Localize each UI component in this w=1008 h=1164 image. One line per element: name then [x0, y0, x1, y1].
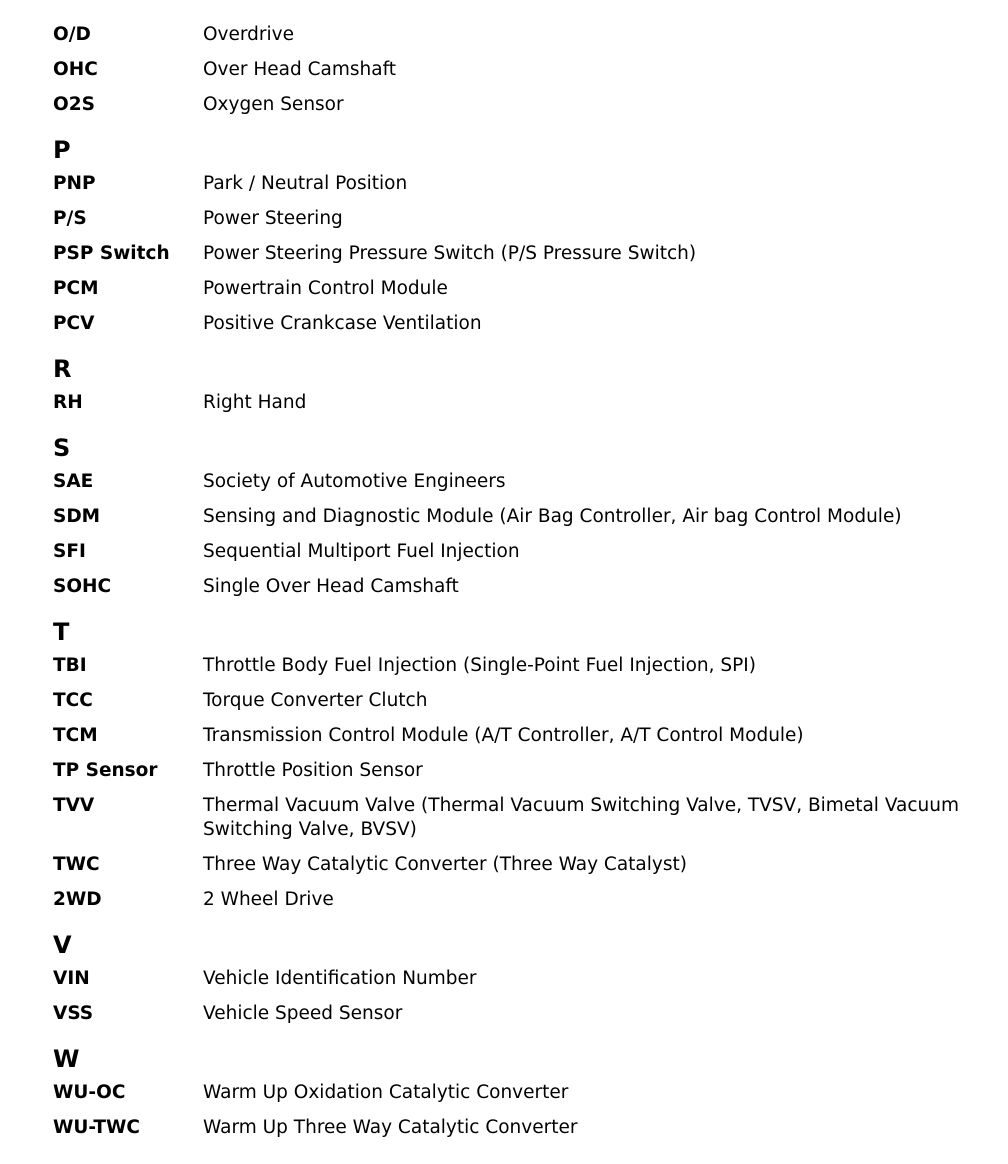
abbreviation: SAE [53, 471, 94, 492]
section-letter-heading: W [53, 1045, 80, 1073]
glossary-section [53, 1037, 993, 1151]
glossary-entry [53, 575, 993, 610]
abbreviation: SDM [53, 506, 101, 527]
definition: Warm Up Oxidation Catalytic Converter [203, 1082, 569, 1103]
abbreviation: SOHC [53, 576, 112, 597]
glossary-entry [53, 1081, 993, 1116]
section-letter-heading: R [53, 355, 72, 383]
abbreviation-glossary [53, 23, 993, 1151]
definition: Warm Up Three Way Catalytic Converter [203, 1117, 578, 1138]
definition: Torque Converter Clutch [203, 690, 428, 711]
section-letter-heading: V [53, 931, 72, 959]
abbreviation: TCM [53, 725, 98, 746]
glossary-entry [53, 505, 993, 540]
glossary-entry [53, 312, 993, 347]
definition: Transmission Control Module (A/T Controller, A/T Control Module) [203, 725, 804, 746]
glossary-section [53, 128, 993, 347]
glossary-entry [53, 277, 993, 312]
definition: Right Hand [203, 392, 307, 413]
definition: Power Steering [203, 208, 343, 229]
glossary-entry [53, 23, 993, 58]
glossary-entry [53, 391, 993, 426]
definition: Overdrive [203, 24, 294, 45]
abbreviation: TCC [53, 690, 93, 711]
glossary-entry [53, 654, 993, 689]
definition: Throttle Position Sensor [203, 760, 423, 781]
definition: Single Over Head Camshaft [203, 576, 459, 597]
section-letter-heading: P [53, 136, 71, 164]
abbreviation: PCV [53, 313, 95, 334]
abbreviation: TVV [53, 795, 95, 816]
glossary-entry [53, 93, 993, 128]
abbreviation: TP Sensor [53, 760, 158, 781]
glossary-section [53, 23, 993, 128]
definition: Society of Automotive Engineers [203, 471, 506, 492]
abbreviation: 2WD [53, 889, 102, 910]
definition: Oxygen Sensor [203, 94, 344, 115]
glossary-entry [53, 242, 993, 277]
glossary-section [53, 923, 993, 1037]
definition: Vehicle Speed Sensor [203, 1003, 403, 1024]
definition: Sensing and Diagnostic Module (Air Bag Controller, Air bag Control Module) [203, 506, 902, 527]
abbreviation: P/S [53, 208, 87, 229]
abbreviation: OHC [53, 59, 98, 80]
abbreviation: VSS [53, 1003, 94, 1024]
abbreviation: TBI [53, 655, 87, 676]
definition: Powertrain Control Module [203, 278, 448, 299]
glossary-entry [53, 540, 993, 575]
glossary-entry [53, 967, 993, 1002]
definition: Positive Crankcase Ventilation [203, 313, 482, 334]
definition: Thermal Vacuum Valve (Thermal Vacuum Switching Valve, TVSV, Bimetal Vacuum Switching Valve, BVSV) [203, 795, 960, 840]
glossary-entry [53, 888, 993, 923]
glossary-entry [53, 794, 993, 853]
abbreviation: SFI [53, 541, 86, 562]
abbreviation: TWC [53, 854, 100, 875]
abbreviation: O/D [53, 24, 91, 45]
glossary-entry [53, 853, 993, 888]
abbreviation: O2S [53, 94, 95, 115]
glossary-entry [53, 1116, 993, 1151]
abbreviation: RH [53, 392, 83, 413]
glossary-entry [53, 172, 993, 207]
glossary-entry [53, 724, 993, 759]
section-letter-heading: T [53, 618, 70, 646]
abbreviation: WU-TWC [53, 1117, 140, 1138]
abbreviation: PSP Switch [53, 243, 170, 264]
definition: Park / Neutral Position [203, 173, 408, 194]
definition: Vehicle Identification Number [203, 968, 477, 989]
abbreviation: PCM [53, 278, 99, 299]
abbreviation: PNP [53, 173, 96, 194]
definition: Three Way Catalytic Converter (Three Way Catalyst) [203, 854, 687, 875]
glossary-entry [53, 470, 993, 505]
glossary-entry [53, 689, 993, 724]
definition: 2 Wheel Drive [203, 889, 334, 910]
definition: Over Head Camshaft [203, 59, 397, 80]
definition: Throttle Body Fuel Injection (Single-Point Fuel Injection, SPI) [203, 655, 756, 676]
definition: Sequential Multiport Fuel Injection [203, 541, 520, 562]
glossary-section [53, 610, 993, 923]
glossary-section [53, 347, 993, 426]
glossary-entry [53, 1002, 993, 1037]
glossary-entry [53, 58, 993, 93]
abbreviation: VIN [53, 968, 90, 989]
abbreviation: WU-OC [53, 1082, 126, 1103]
section-letter-heading: S [53, 434, 71, 462]
glossary-entry [53, 759, 993, 794]
glossary-section [53, 426, 993, 610]
glossary-entry [53, 207, 993, 242]
definition: Power Steering Pressure Switch (P/S Pressure Switch) [203, 243, 697, 264]
